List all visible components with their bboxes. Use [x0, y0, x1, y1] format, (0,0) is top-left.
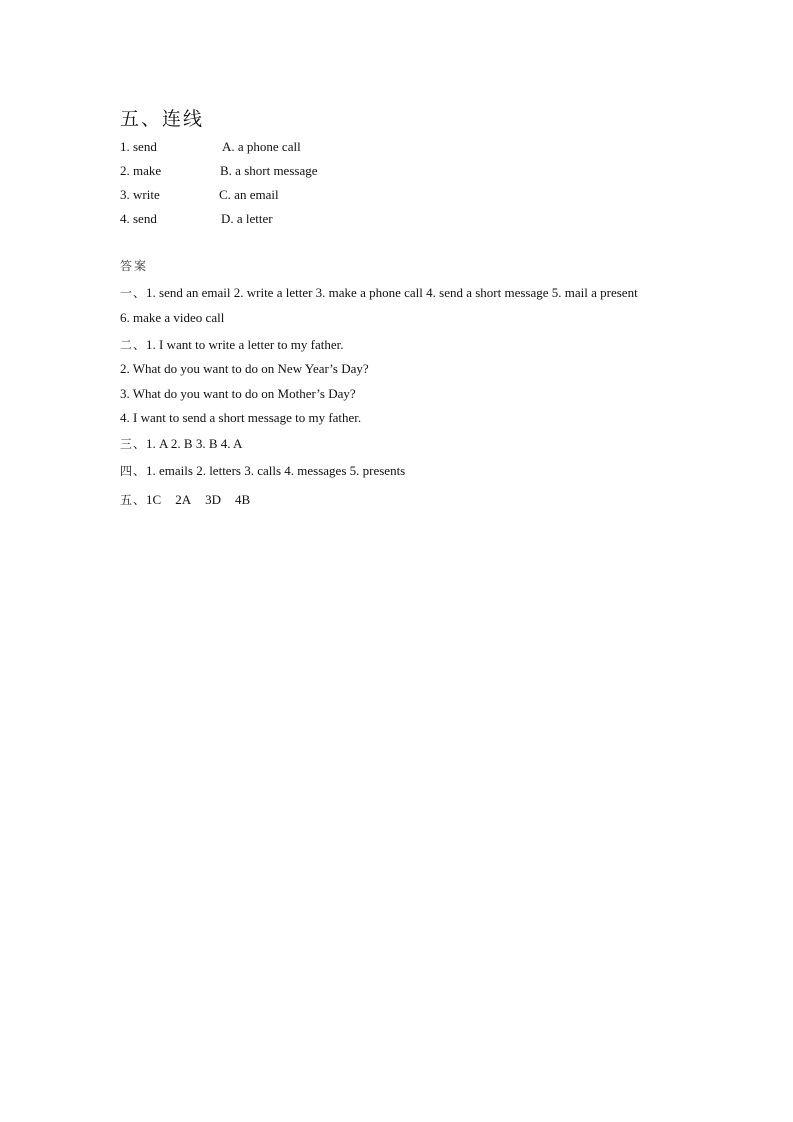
answer-part2-prefix: 二、 — [120, 338, 147, 352]
match-left-2: 2. make — [120, 163, 162, 178]
answer-part3-text: 1. A 2. B 3. B 4. A — [146, 436, 243, 451]
answers-title: 答案 — [120, 259, 149, 273]
match-right-2: B. a short message — [220, 163, 318, 178]
match-left-4: 4. send — [120, 211, 157, 226]
answer-part1-text1: 1. send an email 2. write a letter 3. make a phone call 4. send a short message 5. mail a present — [146, 285, 638, 300]
answer-part4-text: 1. emails 2. letters 3. calls 4. messages 5. presents — [146, 463, 406, 478]
answer-part1-line2: 6. make a video call — [120, 310, 225, 325]
answer-part4-line — [120, 462, 405, 479]
answer-part5-prefix: 五、 — [120, 493, 147, 507]
match-right-4: D. a letter — [221, 211, 273, 226]
match-left-3: 3. write — [120, 187, 160, 202]
answer-part3-prefix: 三、 — [120, 437, 147, 451]
answer-part1-prefix: 一、 — [120, 286, 147, 300]
answer-part2-line3: 3. What do you want to do on Mother’s Day? — [120, 386, 356, 401]
answer-part2-line4: 4. I want to send a short message to my father. — [120, 410, 362, 425]
answer-part3-line — [120, 435, 242, 452]
section-five-title: 五、连线 — [120, 108, 205, 130]
match-right-1: A. a phone call — [222, 139, 301, 154]
answer-part5-item-4: 4B — [234, 492, 251, 507]
answer-part5-item-3: 3D — [205, 492, 221, 507]
match-left-1: 1. send — [120, 139, 157, 154]
answer-part2-line1 — [120, 336, 343, 353]
answer-part5-item-2: 2A — [175, 492, 192, 507]
answer-part1-line1 — [120, 284, 638, 301]
answer-part2-line2: 2. What do you want to do on New Year’s Day? — [120, 361, 369, 376]
answer-part4-prefix: 四、 — [120, 464, 147, 478]
answer-part5-line — [120, 491, 250, 508]
match-right-3: C. an email — [219, 187, 279, 202]
answer-part2-text1: 1. I want to write a letter to my father. — [146, 337, 344, 352]
answer-part5-item-1: 1C — [146, 492, 162, 507]
